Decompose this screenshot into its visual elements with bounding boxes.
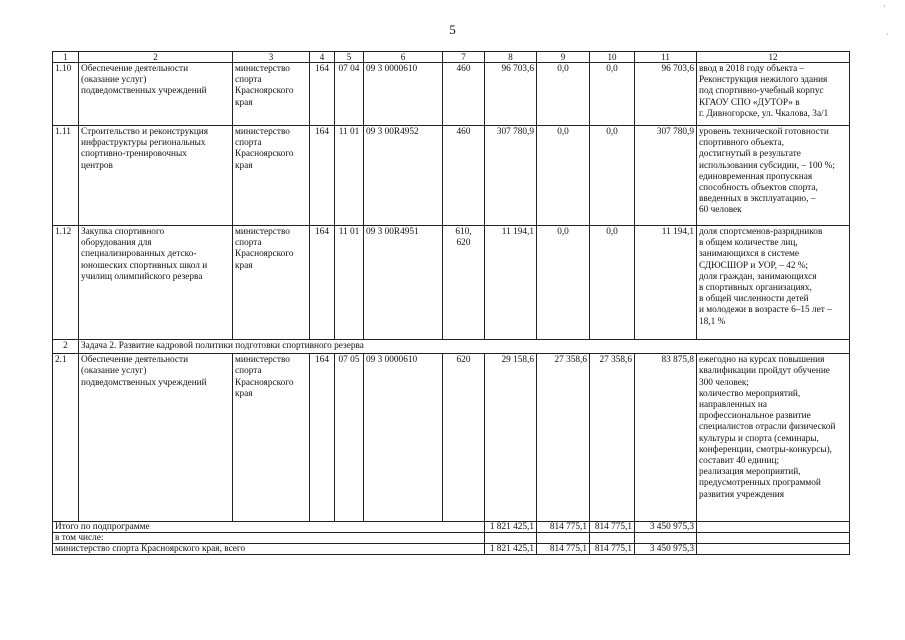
total-sum [635, 533, 697, 544]
total-label: Итого по подпрограмме [53, 522, 485, 533]
code-section: 11 01 [335, 226, 364, 340]
total-year1: 1 821 425,1 [485, 522, 537, 533]
total-sum: 3 450 975,3 [635, 522, 697, 533]
column-header: 11 [635, 52, 697, 63]
total-year3: 814 775,1 [590, 544, 635, 555]
total-row [53, 522, 850, 533]
table-row [53, 63, 850, 126]
code-expense: 460 [443, 126, 485, 226]
row-number: 1.10 [53, 63, 79, 126]
value-total: 96 703,6 [635, 63, 697, 126]
total-year1: 1 821 425,1 [485, 544, 537, 555]
column-header: 7 [443, 52, 485, 63]
code-target: 09 3 0000610 [364, 354, 443, 522]
expected-result: ввод в 2018 году объекта – Реконструкция нежилого здания под спортивно-учебный корпус КГАОУ СПО «ДУТОР» в г. Дивногорске, ул. Чкалова, 3а/1 [697, 63, 850, 126]
code-target: 09 3 00R4952 [364, 126, 443, 226]
value-year3: 0,0 [590, 63, 635, 126]
total-year2 [537, 533, 590, 544]
responsible-org: министерство спорта Красноярского края [233, 354, 310, 522]
total-sum: 3 450 975,3 [635, 544, 697, 555]
column-header: 1 [53, 52, 79, 63]
total-label: в том числе: [53, 533, 485, 544]
column-header: 10 [590, 52, 635, 63]
table-row [53, 354, 850, 522]
task-title: Задача 2. Развитие кадровой политики подготовки спортивного резерва [79, 340, 850, 354]
responsible-org: министерство спорта Красноярского края [233, 126, 310, 226]
value-total: 307 780,9 [635, 126, 697, 226]
responsible-org: министерство спорта Красноярского края [233, 63, 310, 126]
column-header: 12 [697, 52, 850, 63]
code-expense: 620 [443, 354, 485, 522]
total-year3: 814 775,1 [590, 522, 635, 533]
column-header: 3 [233, 52, 310, 63]
total-year3 [590, 533, 635, 544]
responsible-org: министерство спорта Красноярского края [233, 226, 310, 340]
activity-name: Закупка спортивного оборудования для специализированных детско- юношеских спортивных школ и училищ олимпийского резерва [79, 226, 233, 340]
code-target: 09 3 00R4951 [364, 226, 443, 340]
code-grbs: 164 [310, 126, 335, 226]
column-header: 4 [310, 52, 335, 63]
column-header: 2 [79, 52, 233, 63]
row-number: 1.11 [53, 126, 79, 226]
code-target: 09 3 0000610 [364, 63, 443, 126]
table-row [53, 126, 850, 226]
value-year1: 11 194,1 [485, 226, 537, 340]
corner-mark: · [886, 30, 889, 39]
code-section: 07 04 [335, 63, 364, 126]
expected-result: доля спортсменов-разрядников в общем количестве лиц, занимающихся в системе СДЮСШОР и УОР, – 42 %; доля граждан, занимающихся в спортивных организациях, в общей численности детей и молодежи в возрасте 6–15 лет – 18,1 % [697, 226, 850, 340]
total-result [697, 544, 850, 555]
corner-mark: · [883, 2, 886, 11]
value-year2: 0,0 [537, 226, 590, 340]
expected-result: уровень технической готовности спортивного объекта, достигнутый в результате использования субсидии, – 100 %; единовременная пропускная способность объектов спорта, введенных в эксплуатацию, – 60 человек [697, 126, 850, 226]
value-year1: 96 703,6 [485, 63, 537, 126]
row-number: 1.12 [53, 226, 79, 340]
total-year2: 814 775,1 [537, 544, 590, 555]
code-grbs: 164 [310, 63, 335, 126]
total-year1 [485, 533, 537, 544]
row-number: 2.1 [53, 354, 79, 522]
value-year2: 0,0 [537, 63, 590, 126]
value-year3: 27 358,6 [590, 354, 635, 522]
value-year3: 0,0 [590, 126, 635, 226]
total-result [697, 533, 850, 544]
code-section: 07 05 [335, 354, 364, 522]
column-header: 5 [335, 52, 364, 63]
total-result [697, 522, 850, 533]
value-year1: 307 780,9 [485, 126, 537, 226]
value-year2: 27 358,6 [537, 354, 590, 522]
column-number-header-row [53, 52, 850, 63]
code-expense: 460 [443, 63, 485, 126]
code-grbs: 164 [310, 226, 335, 340]
task-number: 2 [53, 340, 79, 354]
expected-result: ежегодно на курсах повышения квалификации пройдут обучение 300 человек; количество мероприятий, направленных на профессиональное развитие специалистов отрасли физической культуры и спорта (семинары, конференции, смотры-конкурсы), составит 40 единиц; реализация мероприятий, предусмотренных программой развития учреждения [697, 354, 850, 522]
total-year2: 814 775,1 [537, 522, 590, 533]
column-header: 8 [485, 52, 537, 63]
code-grbs: 164 [310, 354, 335, 522]
activity-name: Обеспечение деятельности (оказание услуг) подведомственных учреждений [79, 354, 233, 522]
code-expense: 610, 620 [443, 226, 485, 340]
task-row [53, 340, 850, 354]
value-year3: 0,0 [590, 226, 635, 340]
total-label: министерство спорта Красноярского края, всего [53, 544, 485, 555]
page-number: 5 [449, 22, 456, 37]
total-row [53, 544, 850, 555]
total-row [53, 533, 850, 544]
activity-name: Обеспечение деятельности (оказание услуг) подведомственных учреждений [79, 63, 233, 126]
value-total: 83 875,8 [635, 354, 697, 522]
value-year1: 29 158,6 [485, 354, 537, 522]
value-total: 11 194,1 [635, 226, 697, 340]
table-row [53, 226, 850, 340]
column-header: 9 [537, 52, 590, 63]
code-section: 11 01 [335, 126, 364, 226]
value-year2: 0,0 [537, 126, 590, 226]
budget-table [52, 51, 850, 555]
column-header: 6 [364, 52, 443, 63]
activity-name: Строительство и реконструкция инфраструктуры региональных спортивно-тренировочных центров [79, 126, 233, 226]
